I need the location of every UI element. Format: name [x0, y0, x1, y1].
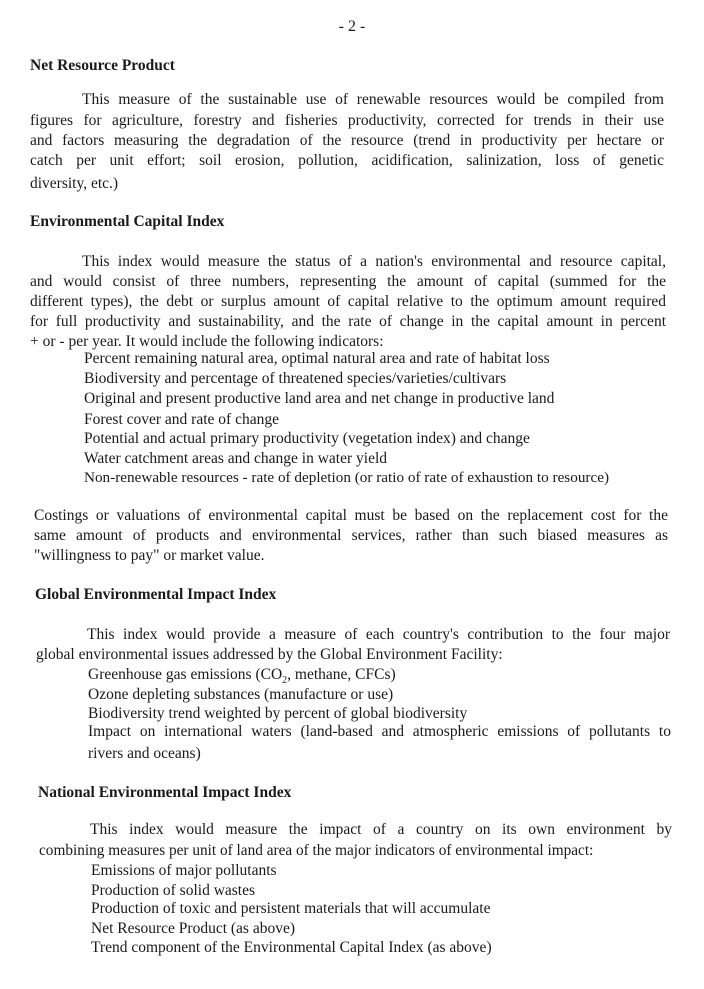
paragraph-line: "willingness to pay" or market value.	[34, 547, 265, 564]
list-item: Net Resource Product (as above)	[91, 920, 296, 937]
list-item: Biodiversity trend weighted by percent of global biodiversity	[88, 705, 468, 722]
list-item: Biodiversity and percentage of threatened species/varieties/cultivars	[84, 370, 507, 387]
paragraph-line: diversity, etc.)	[30, 175, 119, 192]
heading-national-environmental-impact-index: National Environmental Impact Index	[38, 784, 292, 801]
list-item: Greenhouse gas emissions ($CO_2$, methane, CFCs)	[88, 666, 396, 687]
paragraph-line: + or - per year. It would include the following indicators:	[30, 333, 384, 350]
list-item: Percent remaining natural area, optimal natural area and rate of habitat loss	[84, 350, 550, 367]
list-item: Emissions of major pollutants	[91, 862, 277, 879]
paragraph-line: global environmental issues addressed by the Global Environment Facility:	[36, 646, 503, 663]
list-item: Water catchment areas and change in water yield	[84, 450, 387, 467]
paragraph-line: This index would measure the status of a nation's environmental and resource capital,	[82, 253, 666, 270]
paragraph-line: same amount of products and environmental services, rather than such biased measures as	[34, 527, 668, 544]
list-item: Original and present productive land area and net change in productive land	[84, 390, 555, 407]
list-item: Trend component of the Environmental Capital Index (as above)	[91, 939, 492, 956]
paragraph-line: and would consist of three numbers, representing the amount of capital (summed for the	[30, 273, 666, 290]
paragraph-line: This index would measure the impact of a country on its own environment by	[90, 821, 672, 838]
heading-environmental-capital-index: Environmental Capital Index	[30, 213, 225, 230]
heading-global-environmental-impact-index: Global Environmental Impact Index	[35, 586, 277, 603]
list-item: Non-renewable resources - rate of depletion (or ratio of rate of exhaustion to resource)	[84, 469, 610, 486]
list-item: Impact on international waters (land-based and atmospheric emissions of pollutants to	[88, 723, 671, 740]
paragraph-line: catch per unit effort; soil erosion, pollution, acidification, salinization, loss of genetic	[30, 152, 664, 169]
paragraph-line: combining measures per unit of land area of the major indicators of environmental impact:	[39, 842, 594, 859]
paragraph-line: for full productivity and sustainability, and the rate of change in the capital amount in percent	[30, 313, 666, 330]
list-item: rivers and oceans)	[88, 745, 201, 762]
paragraph-line: different types), the debt or surplus amount of capital relative to the optimum amount required	[30, 293, 666, 310]
paragraph-line: This index would provide a measure of each country's contribution to the four major	[87, 626, 670, 643]
page-number: - 2 -	[338, 18, 366, 35]
list-item: Forest cover and rate of change	[84, 411, 279, 428]
list-item: Ozone depleting substances (manufacture or use)	[88, 686, 394, 703]
heading-net-resource-product: Net Resource Product	[30, 57, 175, 74]
paragraph-line: figures for agriculture, forestry and fisheries productivity, corrected for trends in their use	[30, 112, 664, 129]
list-item: Potential and actual primary productivity (vegetation index) and change	[84, 430, 530, 447]
paragraph-line: This measure of the sustainable use of renewable resources would be compiled from	[82, 91, 664, 108]
paragraph-line: and factors measuring the degradation of the resource (trend in productivity per hectare or	[30, 132, 664, 149]
list-item: Production of solid wastes	[91, 882, 256, 899]
list-item: Production of toxic and persistent materials that will accumulate	[91, 900, 491, 917]
paragraph-line: Costings or valuations of environmental capital must be based on the replacement cost for the	[34, 507, 668, 524]
